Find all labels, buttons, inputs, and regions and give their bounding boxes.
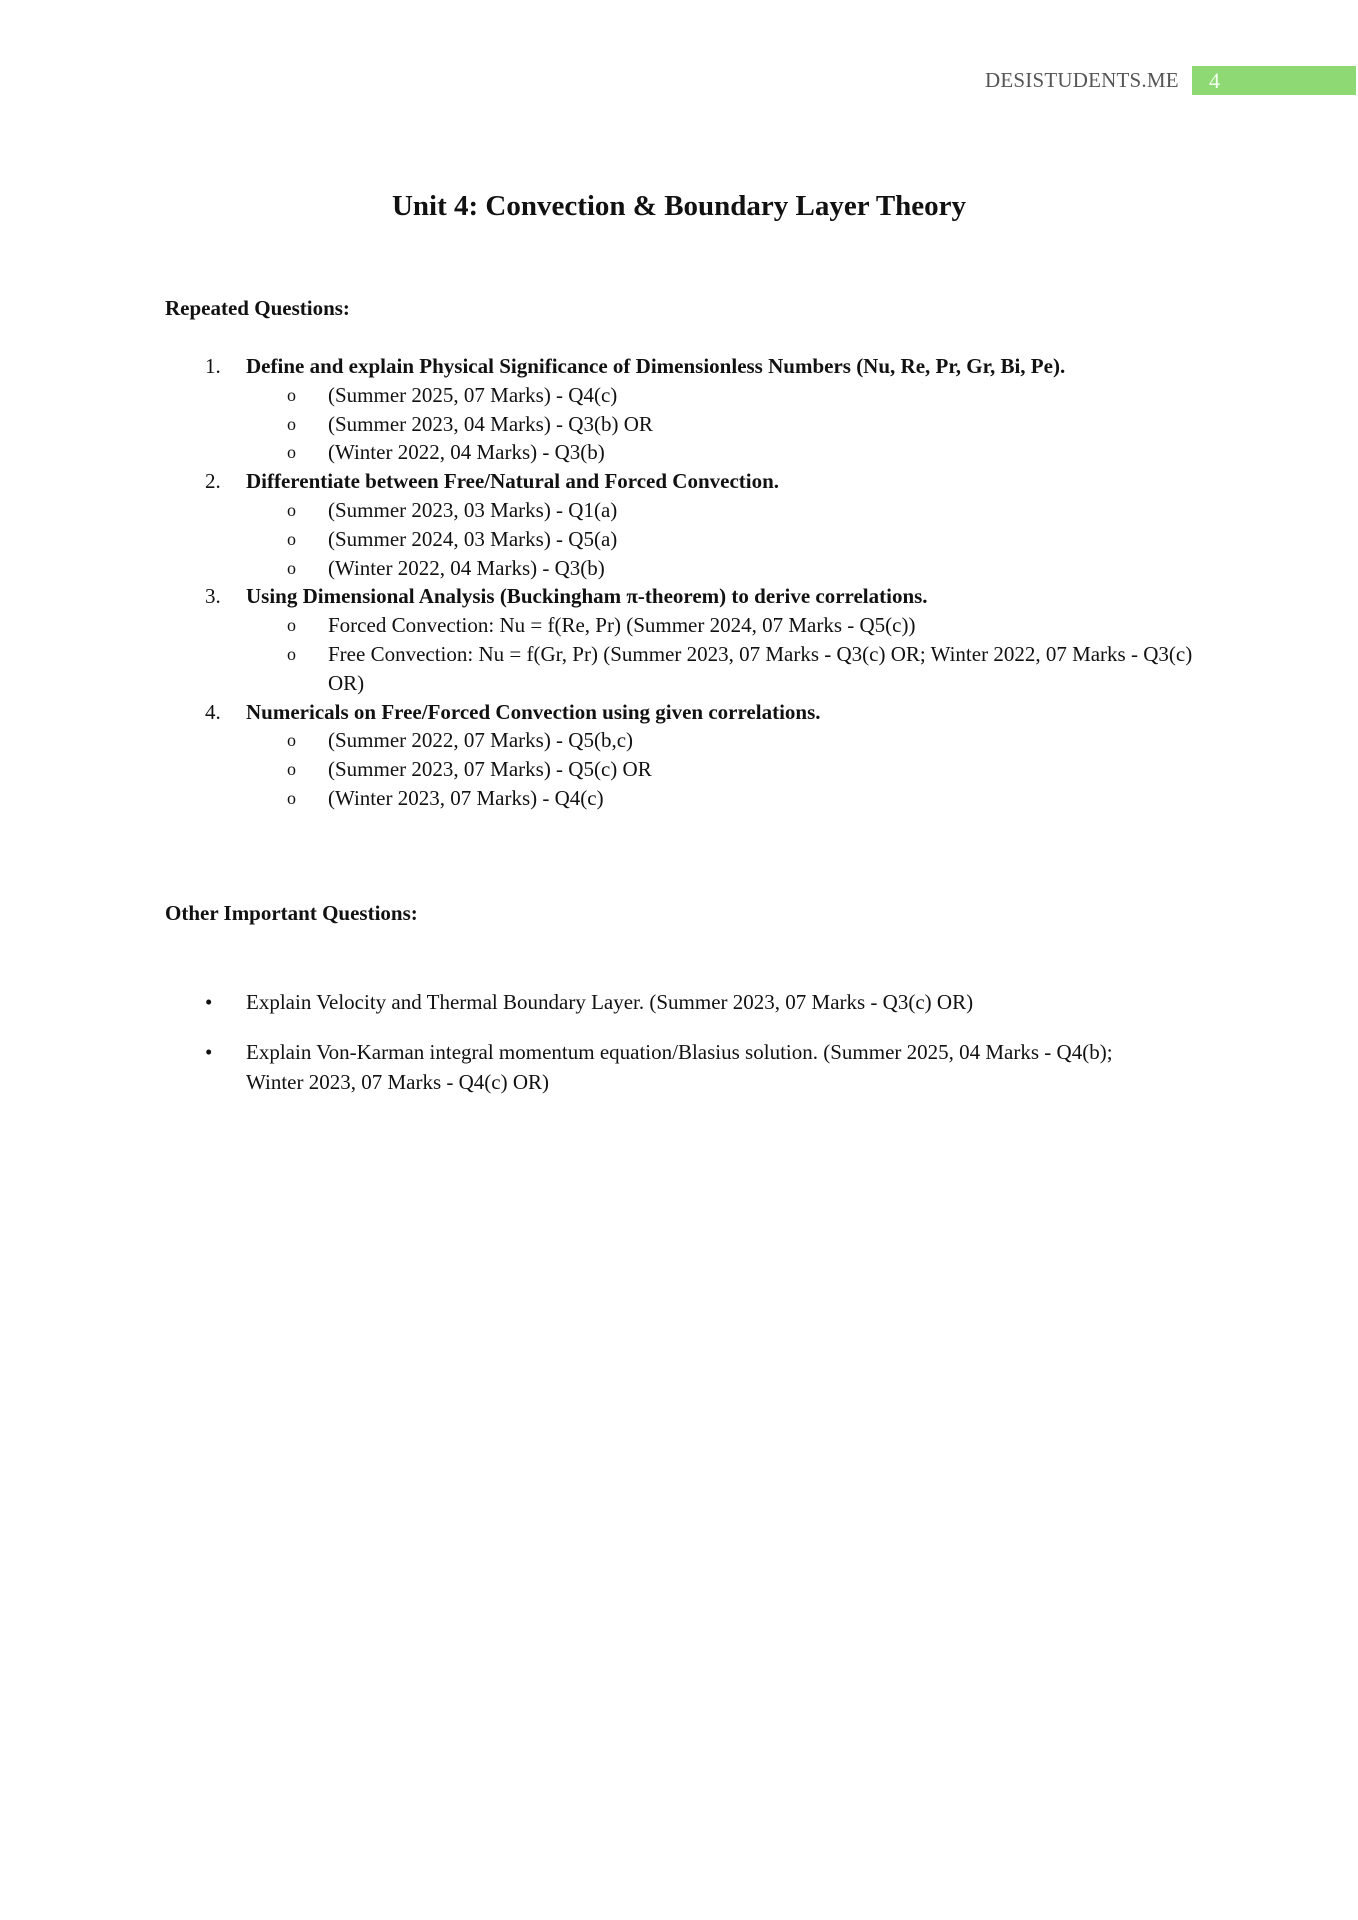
reference-text: (Summer 2025, 07 Marks) - Q4(c): [328, 382, 618, 407]
site-header: DESISTUDENTS.ME: [985, 68, 1179, 92]
reference-text: Forced Convection: Nu = f(Re, Pr) (Summer 2024, 07 Marks - Q5(c)): [328, 613, 916, 638]
other-questions-heading: Other Important Questions:: [165, 901, 418, 925]
repeated-questions-heading: Repeated Questions:: [165, 296, 350, 320]
other-question-text: Explain Von-Karman integral momentum equation/Blasius solution. (Summer 2025, 04 Marks - Q4(b); Winter 2023, 07 Marks - Q4(c) OR): [246, 1040, 1113, 1094]
reference-text: (Summer 2023, 07 Marks) - Q5(c) OR: [328, 757, 652, 782]
question-reference: [165, 496, 1195, 525]
question-number: 2.: [205, 469, 221, 494]
circle-bullet-icon: o: [287, 557, 296, 578]
other-questions-list: [165, 987, 1155, 1117]
question-text: Numericals on Free/Forced Convection using given correlations.: [246, 699, 821, 724]
circle-bullet-icon: o: [287, 643, 296, 664]
other-question-item: [165, 987, 1155, 1017]
question-reference: [165, 554, 1195, 583]
question-reference: [165, 784, 1195, 813]
question-reference: [165, 525, 1195, 554]
other-question-text: Explain Velocity and Thermal Boundary Layer. (Summer 2023, 07 Marks - Q3(c) OR): [246, 990, 974, 1014]
circle-bullet-icon: o: [287, 787, 296, 808]
bullet-icon: •: [205, 990, 213, 1014]
circle-bullet-icon: o: [287, 413, 296, 434]
reference-text: (Summer 2023, 03 Marks) - Q1(a): [328, 497, 618, 522]
page-number-badge: 4: [1192, 66, 1356, 95]
question-reference: [165, 640, 1195, 698]
repeated-questions-list: [165, 352, 1195, 813]
circle-bullet-icon: o: [287, 442, 296, 463]
question-number: 1.: [205, 354, 221, 378]
circle-bullet-icon: o: [287, 384, 296, 405]
reference-text: (Winter 2022, 04 Marks) - Q3(b): [328, 440, 605, 465]
question-reference: [165, 755, 1195, 784]
question-number: 4.: [205, 699, 221, 724]
question-reference: [165, 438, 1195, 467]
question-reference: [165, 410, 1195, 439]
question-text: Differentiate between Free/Natural and Forced Convection.: [246, 469, 780, 494]
circle-bullet-icon: o: [287, 528, 296, 549]
circle-bullet-icon: o: [287, 615, 296, 636]
question-number: 3.: [205, 584, 221, 609]
question-text: Define and explain Physical Significance of Dimensionless Numbers (Nu, Re, Pr, Gr, Bi, Pe).: [246, 354, 1066, 378]
question-reference: [165, 611, 1195, 640]
circle-bullet-icon: o: [287, 759, 296, 780]
reference-text: (Summer 2022, 07 Marks) - Q5(b,c): [328, 728, 634, 753]
question-item: [165, 582, 1195, 611]
question-item: [165, 698, 1195, 727]
page-title: Unit 4: Convection & Boundary Layer Theory: [391, 190, 967, 222]
reference-text: (Winter 2022, 04 Marks) - Q3(b): [328, 555, 605, 580]
reference-text: (Winter 2023, 07 Marks) - Q4(c): [328, 785, 604, 810]
reference-text: Free Convection: Nu = f(Gr, Pr) (Summer 2023, 07 Marks - Q3(c) OR; Winter 2022, 07 Marks - Q3(c) OR): [328, 641, 1193, 695]
circle-bullet-icon: o: [287, 730, 296, 751]
question-text: Using Dimensional Analysis (Buckingham π-theorem) to derive correlations.: [246, 584, 928, 609]
reference-text: (Summer 2024, 03 Marks) - Q5(a): [328, 526, 618, 551]
question-item: [165, 352, 1195, 381]
question-item: [165, 467, 1195, 496]
other-question-item: [165, 1037, 1155, 1097]
question-reference: [165, 381, 1195, 410]
circle-bullet-icon: o: [287, 499, 296, 520]
bullet-icon: •: [205, 1040, 213, 1064]
reference-text: (Summer 2023, 04 Marks) - Q3(b) OR: [328, 411, 653, 436]
question-reference: [165, 726, 1195, 755]
